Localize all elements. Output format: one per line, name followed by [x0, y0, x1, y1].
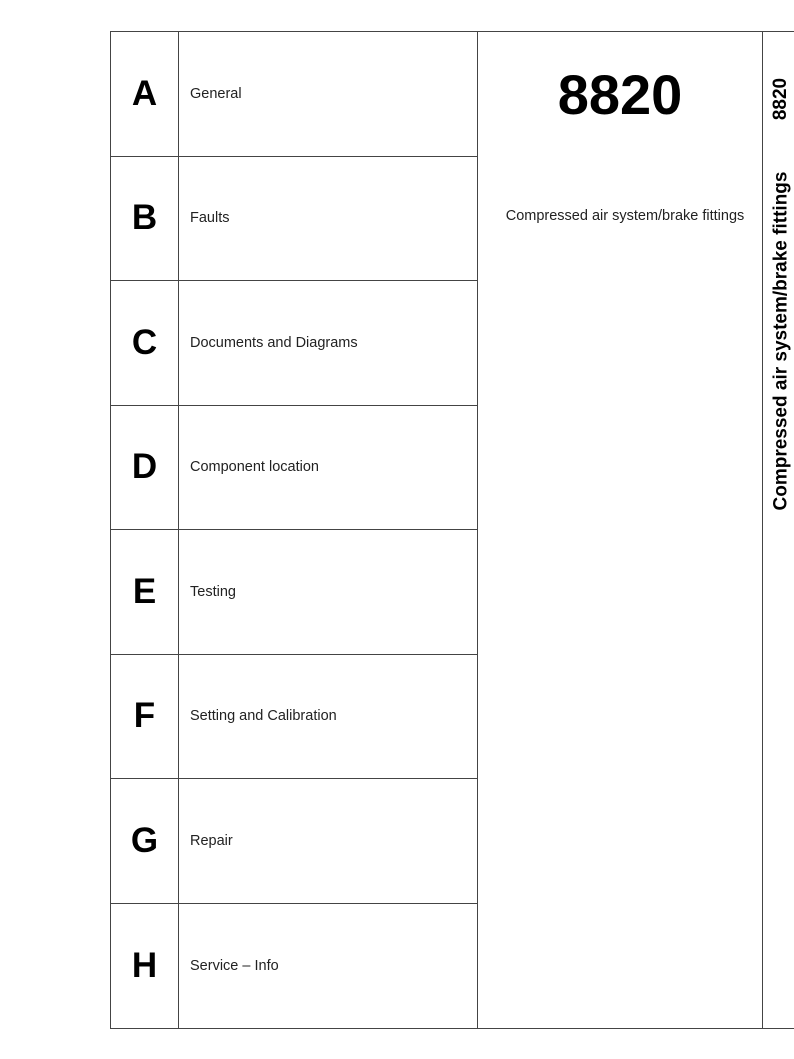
spine-label [763, 32, 794, 1028]
section-label: Testing [190, 583, 236, 600]
section-row-a[interactable] [111, 32, 477, 157]
section-letter: D [111, 406, 179, 530]
section-label: Faults [190, 210, 230, 227]
group-title-panel [478, 32, 763, 1028]
section-row-b[interactable] [111, 157, 477, 282]
section-index-table [111, 32, 478, 1028]
section-row-d[interactable] [111, 406, 477, 531]
section-row-h[interactable] [111, 904, 477, 1029]
section-letter: G [111, 779, 179, 903]
group-title: Compressed air system/brake fittings [505, 208, 745, 224]
section-letter: C [111, 281, 179, 405]
section-label: Component location [190, 459, 319, 476]
section-label: Service – Info [190, 957, 279, 974]
section-row-e[interactable] [111, 530, 477, 655]
section-label: Documents and Diagrams [190, 334, 358, 351]
spine-group-title-text: Compressed air system/brake fittings [770, 171, 791, 511]
section-row-f[interactable] [111, 655, 477, 780]
spine-group-title [768, 160, 794, 522]
section-row-g[interactable] [111, 779, 477, 904]
spine-group-number [768, 74, 794, 124]
group-number: 8820 [557, 63, 683, 126]
section-label: Setting and Calibration [190, 708, 337, 725]
section-letter: E [111, 530, 179, 654]
spine-group-number-text: 8820 [770, 77, 791, 121]
section-letter: A [111, 32, 179, 156]
section-letter: B [111, 157, 179, 281]
section-letter: H [111, 904, 179, 1029]
section-label: Repair [190, 832, 233, 849]
tab-divider-page [110, 31, 794, 1029]
section-row-c[interactable] [111, 281, 477, 406]
section-letter: F [111, 655, 179, 779]
section-label: General [190, 85, 242, 102]
